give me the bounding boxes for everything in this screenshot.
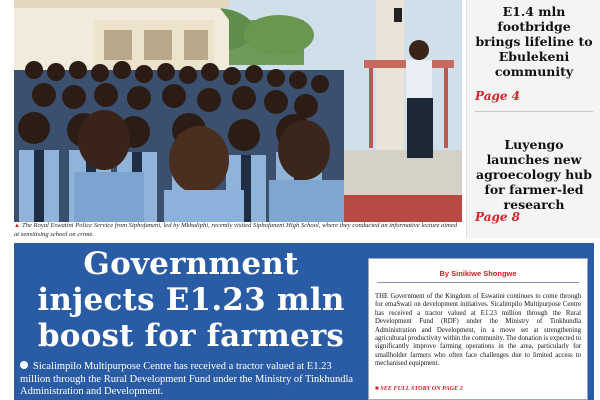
teaser-page-agroecology[interactable]: Page 8	[475, 210, 521, 224]
bullet-icon	[20, 361, 28, 369]
lead-summary-text: Sicalimpilo Multipurpose Centre has received a tractor valued at E1.23 million through the Rural Development Fund under the Ministry of Tinkhundla Administration and Development.	[20, 361, 354, 397]
lead-photo	[14, 0, 462, 222]
lead-headline-line: injects E1.23 mln	[37, 282, 345, 318]
see-full-story-label: SEE FULL STORY ON PAGE 2	[380, 385, 463, 392]
photo-caption	[14, 222, 462, 238]
photo-caption-text: The Royal Eswatini Police Service from Siphofaneni, led by Mkhaliphi, recently visited Siphofaneni High School, where they conducted an informative lecture aimed at sensitising school on crime.	[14, 222, 458, 238]
sidebar-teasers	[466, 0, 600, 238]
teaser-divider	[475, 111, 593, 112]
lead-headline[interactable]	[26, 246, 356, 354]
byline-divider	[377, 282, 579, 283]
caption-marker-icon: ▲	[14, 223, 20, 229]
byline: By Sinikiwe Shongwe	[439, 269, 517, 278]
teaser-headline-agroecology[interactable]: Luyengo launches new agroecology hub for farmer-led research	[475, 137, 593, 212]
lead-body-text: THE Government of the Kingdom of Eswatini continues to come through for emaSwati on development initiatives. Sicalimpilo Multipurpose Centre has received a tractor valued at E1.23 million through the Rural Development Fund (RDF) under the Ministry of Tinkhundla Administration and Development, in a move set at strengthening agricultural productivity within the community. The donation is expected to significantly improve farming operations in the area, particularly for smallholder farmers who often face challenges due to limited access to mechanised equipment.	[375, 293, 581, 368]
lead-story-box	[368, 258, 588, 400]
teaser-headline-footbridge[interactable]: E1.4 mln footbridge brings lifeline to Ebulekeni community	[475, 4, 593, 79]
see-full-story-link[interactable]: ■ SEE FULL STORY ON PAGE 2	[375, 385, 463, 392]
lead-headline-line: Government	[83, 246, 299, 282]
lead-headline-line: boost for farmers	[37, 318, 345, 354]
teaser-page-footbridge[interactable]: Page 4	[475, 89, 521, 103]
lead-summary	[20, 361, 360, 399]
